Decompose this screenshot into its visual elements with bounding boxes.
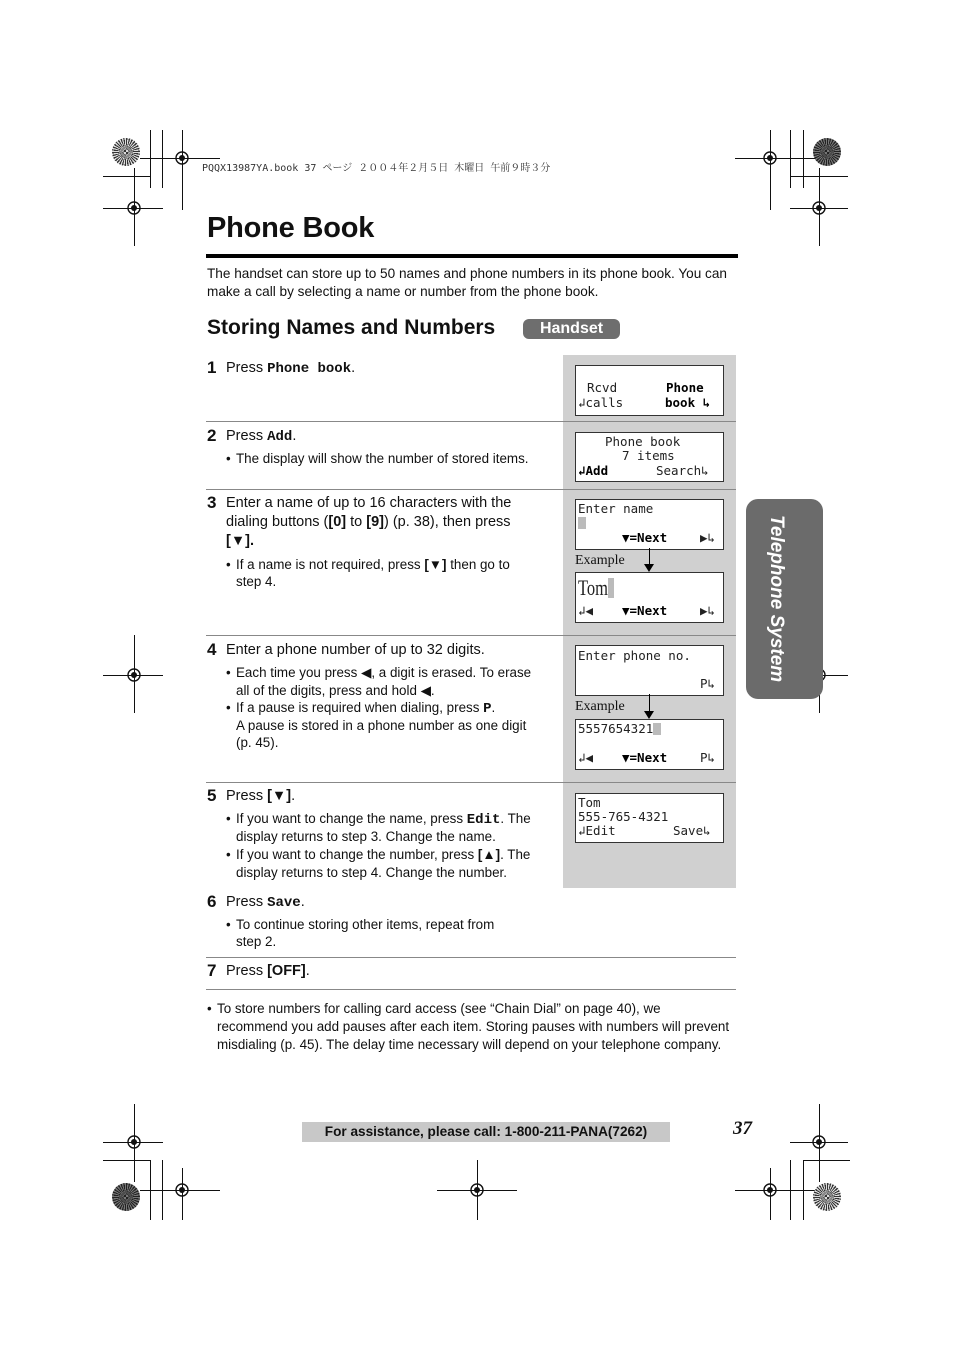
step-separator [206, 957, 736, 958]
step-text: Press Save. [226, 894, 305, 911]
step-number: 7 [207, 961, 217, 980]
example-label: Example [575, 553, 625, 568]
display-step-5: Tom 555-765-4321 ↲Edit Save↳ [575, 793, 724, 843]
step-separator [206, 635, 736, 636]
bullet-item-cont: display returns to step 3. Change the name. [236, 829, 496, 844]
step-text: Press Phone book. [226, 360, 356, 377]
assistance-bar: For assistance, please call: 1-800-211-PANA(7262) [302, 1122, 670, 1142]
step-number: 1 [207, 358, 217, 377]
bullet-item: • Each time you press ◀, a digit is erased. To erase [226, 665, 532, 680]
step-text: Enter a name of up to 16 characters with the [226, 495, 512, 511]
step-separator [206, 782, 736, 783]
bullet-item-cont: A pause is stored in a phone number as one digit [236, 718, 527, 733]
bullet-item-cont: step 2. [236, 934, 277, 949]
bullet-item-cont: step 4. [236, 574, 277, 589]
step-text: Press [OFF]. [226, 963, 310, 979]
display-step-4: Enter phone no. P↳ [575, 645, 724, 696]
display-step-2: Phone book 7 items ↲Add Search↳ [575, 432, 724, 482]
title-rule [206, 254, 738, 258]
display-step-4-example: 5557654321 ↲◀ ▼=Next P↳ [575, 719, 724, 770]
step-number: 6 [207, 892, 217, 911]
example-label: Example [575, 699, 625, 714]
bullet-item-cont: all of the digits, press and hold ◀. [236, 683, 435, 698]
step-separator [206, 489, 736, 490]
step-separator [206, 421, 736, 422]
step-text: [▼]. [226, 533, 255, 549]
section-title: Storing Names and Numbers [207, 316, 496, 339]
footer-note: • To store numbers for calling card access (see “Chain Dial” on page 40), we recommend you add pauses after each item. Storing pauses with numbers will prevent misdialing (p. 45). The delay time necessary will depend on your telephone company. [207, 1001, 730, 1052]
step-text: Press Add. [226, 428, 297, 445]
bullet-item-cont: (p. 45). [236, 735, 279, 750]
bullet-item: • If you want to change the number, press [▲]. The [226, 847, 531, 862]
step-separator [206, 989, 736, 990]
bullet-item: • The display will show the number of stored items. [226, 451, 529, 466]
cursor-block [578, 517, 586, 529]
step-number: 2 [207, 426, 217, 445]
bullet-item: • If a name is not required, press [▼] then go to [226, 557, 510, 572]
handset-badge: Handset [523, 319, 620, 339]
arrow-head [644, 564, 654, 572]
arrow-head [644, 711, 654, 719]
page-title: Phone Book [207, 212, 375, 244]
bullet-item: • To continue storing other items, repeat from [226, 917, 495, 932]
print-header-line: PQQX13987YA.book 37 ページ ２００４年２月５日 木曜日 午前９時３分 [202, 163, 551, 174]
display-step-3: Enter name ▼=Next ▶↳ [575, 499, 724, 550]
step-text: Press [▼]. [226, 788, 296, 804]
step-text: dialing buttons ([0] to [9]) (p. 38), then press [226, 514, 511, 530]
step-text: Enter a phone number of up to 32 digits. [226, 642, 485, 658]
side-tab-label: Telephone System [766, 515, 787, 683]
intro-paragraph: The handset can store up to 50 names and phone numbers in its phone book. You can make a call by selecting a name or number from the phone book. [207, 266, 727, 299]
bullet-item-cont: display returns to step 4. Change the number. [236, 865, 507, 880]
page-number: 37 [733, 1118, 752, 1139]
bullet-item: • If a pause is required when dialing, press P. [226, 700, 496, 717]
step-number: 5 [207, 786, 217, 805]
display-step-1: Rcvd Phone ↲calls book ↳ [575, 365, 724, 416]
display-step-3-example: Tom ↲◀ ▼=Next ▶↳ [575, 572, 724, 623]
step-number: 4 [207, 640, 217, 659]
bullet-item: • If you want to change the name, press Edit. The [226, 811, 531, 828]
step-number: 3 [207, 493, 217, 512]
